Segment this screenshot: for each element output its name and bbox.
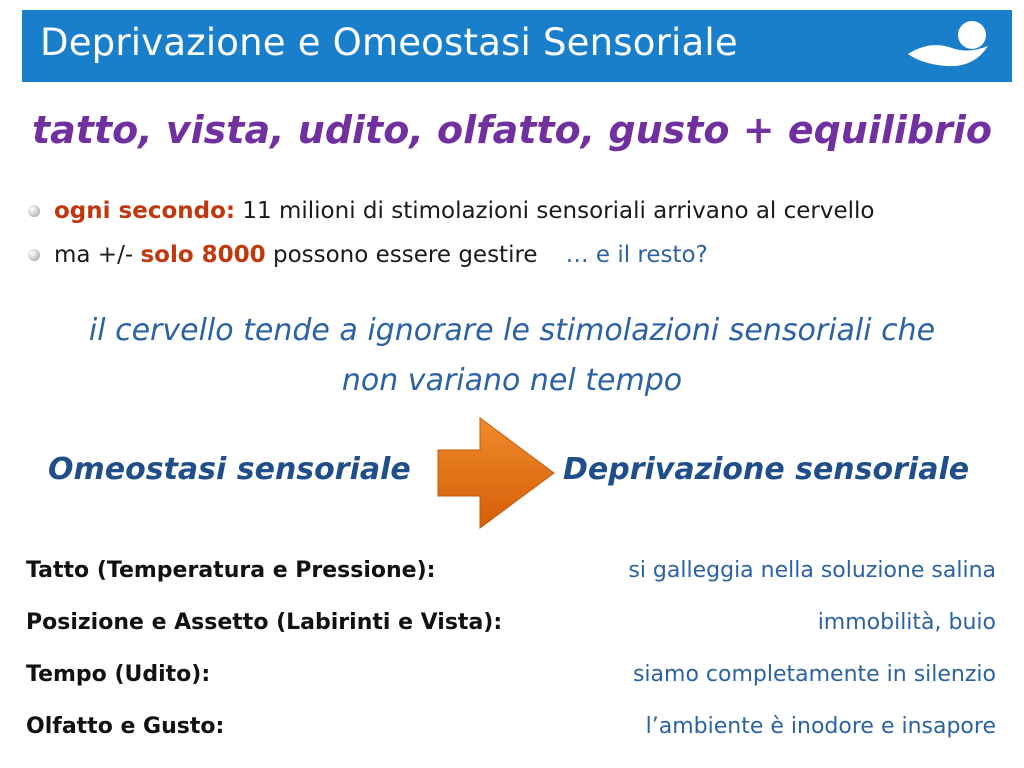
sense-condition: si galleggia nella soluzione salina [628,558,996,583]
bullet-highlight: solo 8000 [140,242,266,268]
sense-condition: siamo completamente in silenzio [632,662,996,687]
bullet-note: … e il resto? [565,242,708,268]
sense-condition: immobilità, buio [817,610,996,635]
senses-heading: tatto, vista, udito, olfatto, gusto + equilibrio [31,108,993,152]
page-title: Deprivazione e Omeostasi Sensoriale [40,21,738,64]
bullet-body: 11 milioni di stimolazioni sensoriali arrivano al cervello [235,198,875,224]
bullet-highlight: ogni secondo: [54,198,236,224]
list-item [26,552,996,604]
sense-label: Olfatto e Gusto: [26,714,225,739]
sense-label: Tempo (Udito): [26,662,211,687]
flow-to-label: Deprivazione sensoriale [563,452,970,487]
list-item [26,656,996,708]
sense-condition: l’ambiente è inodore e insapore [645,714,996,739]
right-arrow-icon [430,414,560,532]
bullet-text [54,236,708,274]
key-statement-line: non variano nel tempo [341,363,683,398]
bullet-text [54,192,875,230]
bullet-dot-icon [28,205,40,217]
key-statement-line: il cervello tende a ignorare le stimolazioni sensoriali che [88,313,936,348]
bullet-list [28,192,1008,280]
list-item [26,708,996,760]
bullet-body: possono essere gestire [265,242,538,268]
list-item [26,604,996,656]
title-bar [22,10,1012,82]
bullet-item [28,192,1008,236]
sense-label: Posizione e Assetto (Labirinti e Vista): [26,610,503,635]
bullet-dot-icon [28,249,40,261]
key-statement [0,306,1024,406]
sense-label: Tatto (Temperatura e Pressione): [26,558,436,583]
wave-and-sun-logo [902,18,994,74]
sense-conditions-list [26,552,996,760]
flow-from-label: Omeostasi sensoriale [48,452,411,487]
bullet-prefix: ma +/- [54,242,141,268]
bullet-item [28,236,1008,280]
